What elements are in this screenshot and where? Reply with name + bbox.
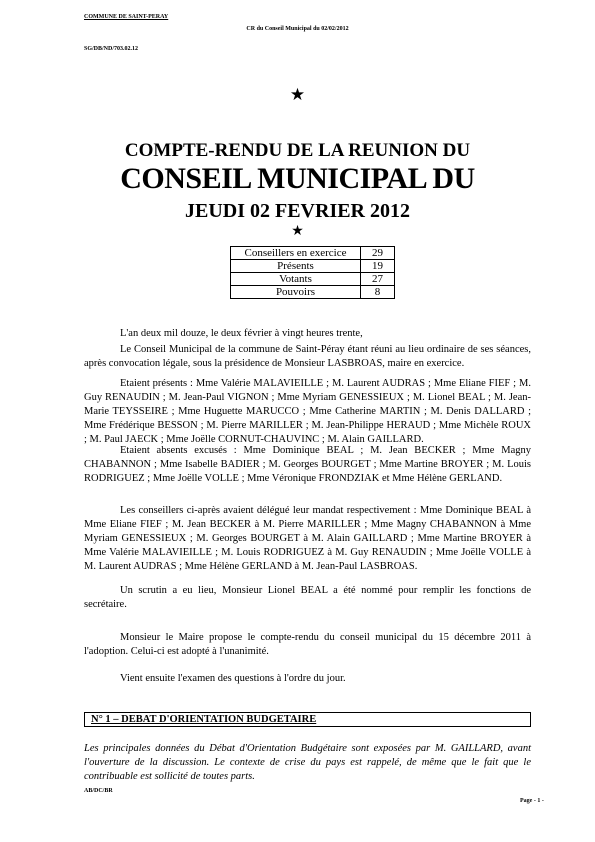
- stat-label: Pouvoirs: [231, 286, 361, 299]
- proxy-paragraph: Les conseillers ci-après avaient délégué leur mandat respectivement : Mme Dominique BEAL à Mme Eliane FIEF ; M. Jean BECKER à M. Pierre MARILLER ; Mme Magny CHABANNON à Mme Myriam GENESSIEUX ; M. Georges BOURGET à M. Alain GAILLARD ; Mme Martine BROYER à Mme Valérie MALAVIEILLE ; M. Louis RODRIGUEZ à M. Guy RENAUDIN ; Mme Joëlle VOLLE à M. Laurent AUDRAS ; Mme Hélène GERLAND à M. Jean-Paul LASBROAS.: [84, 505, 531, 572]
- title-line-1: COMPTE-RENDU DE LA REUNION DU: [124, 140, 471, 161]
- title-line-3: JEUDI 02 FEVRIER 2012: [184, 200, 411, 222]
- title-line-2: CONSEIL MUNICIPAL DU: [120, 162, 475, 195]
- stat-value: 19: [361, 260, 395, 273]
- star-icon: ★: [291, 224, 304, 239]
- stat-label: Votants: [231, 273, 361, 286]
- absent-members-paragraph: Etaient absents excusés : Mme Dominique BEAL ; M. Jean BECKER ; Mme Magny CHABANNON ; Mme Isabelle BADIER ; M. Georges BOURGET ; Mme Martine BROYER ; M. Louis RODRIGUEZ ; Mme Joëlle VOLLE ; Mme Véronique FRONDZIAK et Mme Hélène GERLAND.: [84, 445, 531, 484]
- intro-date-paragraph: L'an deux mil douze, le deux février à vingt heures trente,: [120, 328, 363, 339]
- section-heading-box: [84, 712, 531, 727]
- budget-debate-paragraph: Les principales données du Débat d'Orientation Budgétaire sont exposées par M. GAILLARD, avant l'ouverture de la discussion. Le contexte de crise du pays est rappelé, de même que le fait que le contribuable est sollicité de toutes parts.: [84, 743, 531, 782]
- approval-paragraph: Monsieur le Maire propose le compte-rendu du conseil municipal du 15 décembre 2011 à l'adoption. Celui-ci est adopté à l'unanimité.: [84, 632, 531, 657]
- page-number: Page - 1 -: [520, 798, 544, 804]
- table-row: [231, 286, 395, 299]
- table-row: [231, 260, 395, 273]
- stat-value: 8: [361, 286, 395, 299]
- commune-header: COMMUNE DE SAINT-PERAY: [84, 14, 169, 20]
- footer-initials: AB/DC/BR: [84, 788, 113, 794]
- document-reference: SG/DB/ND/703.02.12: [84, 46, 139, 52]
- star-icon: ★: [289, 85, 306, 104]
- agenda-paragraph: Vient ensuite l'examen des questions à l'ordre du jour.: [120, 673, 346, 684]
- stat-label: Conseillers en exercice: [231, 247, 361, 260]
- secretary-paragraph: Un scrutin a eu lieu, Monsieur Lionel BEAL a été nommé pour remplir les fonctions de secrétaire.: [84, 585, 531, 610]
- table-row: [231, 273, 395, 286]
- stat-value: 29: [361, 247, 395, 260]
- present-members-paragraph: Etaient présents : Mme Valérie MALAVIEILLE ; M. Laurent AUDRAS ; Mme Eliane FIEF ; M. Guy RENAUDIN ; M. Jean-Paul VIGNON ; Mme Myriam GENESSIEUX ; M. Lionel BEAL ; M. Jean-Marie TEYSSEIRE ; Mme Huguette MARUCCO ; Mme Catherine MARTIN ; M. Denis DALLARD ; Mme Frédérique BESSON ; M. Pierre MARILLER ; M. Jean-Philippe HERAUD ; Mme Michèle ROUX ; M. Paul JAECK ; Mme Joëlle CORNUT-CHAUVINC ; M. Alain GAILLARD.: [84, 378, 531, 445]
- stat-label: Présents: [231, 260, 361, 273]
- section-heading: N° 1 – DEBAT D'ORIENTATION BUDGETAIRE: [91, 714, 317, 725]
- stat-value: 27: [361, 273, 395, 286]
- document-running-title: CR du Conseil Municipal du 02/02/2012: [246, 26, 349, 32]
- attendance-table: [230, 246, 395, 299]
- table-row: [231, 247, 395, 260]
- intro-session-paragraph: Le Conseil Municipal de la commune de Saint-Péray étant réuni au lieu ordinaire de ses séances, après convocation légale, sous la présidence de Monsieur LASBROAS, maire en exercice.: [84, 344, 531, 369]
